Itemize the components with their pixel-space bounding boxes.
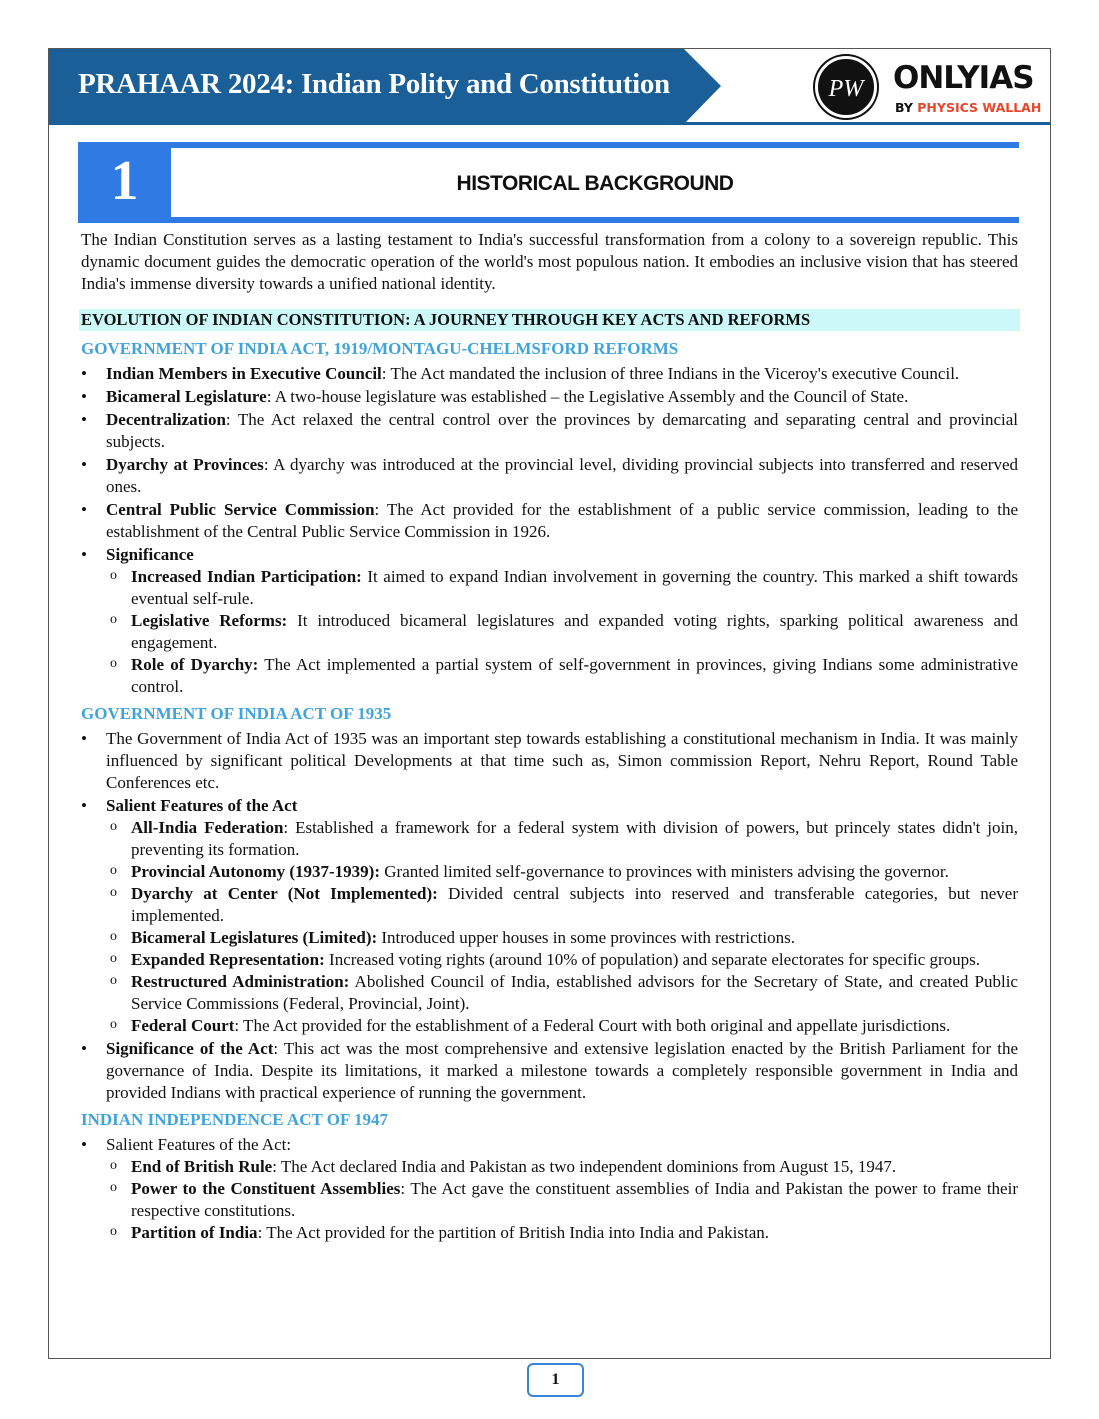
- item-text: : The Act gave the constituent assemblies of India and Pakistan the power to frame their respective constitutions.: [131, 1179, 1018, 1220]
- sub-list-item: [106, 949, 1018, 971]
- sub-list-item: [106, 861, 1018, 883]
- content: [81, 229, 1018, 1249]
- section: [81, 338, 1018, 698]
- logo-sub: PHYSICS WALLAH: [917, 100, 1042, 115]
- item-term: Decentralization: [106, 410, 226, 429]
- item-term: Dyarchy at Center (Not Implemented):: [131, 884, 438, 903]
- logo-subtitle: [895, 100, 1041, 115]
- item-term: Power to the Constituent Assemblies: [131, 1179, 401, 1198]
- list-item: [81, 728, 1018, 794]
- evolution-heading: EVOLUTION OF INDIAN CONSTITUTION: A JOURNEY THROUGH KEY ACTS AND REFORMS: [79, 309, 1020, 331]
- sub-list-item: [106, 927, 1018, 949]
- item-term: Indian Members in Executive Council: [106, 364, 382, 383]
- item-text: : A dyarchy was introduced at the provincial level, dividing provincial subjects into transferred and reserved ones.: [106, 455, 1018, 496]
- item-text: It introduced bicameral legislatures and expanded voting rights, sparking political awareness and engagement.: [131, 611, 1019, 652]
- item-text: : The Act declared India and Pakistan as two independent dominions from August 15, 1947.: [272, 1157, 897, 1176]
- header-divider: [49, 122, 1050, 125]
- intro-paragraph: The Indian Constitution serves as a lasting testament to India's successful transformation from a colony to a sovereign republic. This dynamic document guides the democratic operation of the world's most populous nation. It embodies an inclusive vision that has steered India's immense diversity towards a unified national identity.: [81, 230, 1018, 293]
- onlyias-logo: ONLYIAS: [893, 60, 1034, 96]
- list-item: [81, 499, 1018, 543]
- item-text: Abolished Council of India, established advisors for the Secretary of State, and created Public Service Commissions (Federal, Provincial, Joint).: [131, 972, 1018, 1013]
- item-text: It aimed to expand Indian involvement in governing the country. This marked a shift towards eventual self-rule.: [131, 567, 1018, 608]
- sub-list-item: [106, 654, 1018, 698]
- sub-list-item: [106, 610, 1018, 654]
- list-item: [81, 386, 1018, 408]
- list-item: [81, 454, 1018, 498]
- item-term: Bicameral Legislatures (Limited):: [131, 928, 378, 947]
- item-text: : The Act provided for the partition of British India into India and Pakistan.: [257, 1223, 770, 1242]
- item-text: Introduced upper houses in some provinces with restrictions.: [377, 928, 795, 947]
- sub-list-item: [106, 883, 1018, 927]
- sub-list-item: [106, 971, 1018, 1015]
- sub-list-item: [106, 817, 1018, 861]
- sections: [81, 338, 1018, 1244]
- sub-list: [106, 566, 1018, 698]
- item-text: The Act implemented a partial system of self-government in provinces, giving Indians some administrative control.: [131, 655, 1018, 696]
- section-heading: GOVERNMENT OF INDIA ACT, 1919/MONTAGU-CHELMSFORD REFORMS: [81, 339, 679, 358]
- item-term: All-India Federation: [131, 818, 284, 837]
- section: [81, 1109, 1018, 1244]
- list-item: [81, 363, 1018, 385]
- item-text: Divided central subjects into reserved and transferable categories, but never implemented.: [131, 884, 1018, 925]
- item-term: Restructured Administration:: [131, 972, 350, 991]
- item-text: : The Act provided for the establishment of a Federal Court with both original and appellate jurisdictions.: [234, 1016, 951, 1035]
- list-item: [81, 1038, 1018, 1104]
- item-text: : A two-house legislature was established – the Legislative Assembly and the Council of State.: [266, 387, 909, 406]
- item-term: Salient Features of the Act: [106, 796, 298, 815]
- item-term: Bicameral Legislature: [106, 387, 267, 406]
- bullet-list: [81, 1134, 1018, 1244]
- item-text: Increased voting rights (around 10% of population) and separate electorates for specific groups.: [324, 950, 981, 969]
- document-title: PRAHAAR 2024: Indian Polity and Constitution: [78, 68, 670, 100]
- item-text: : The Act provided for the establishment of a public service commission, leading to the establishment of the Central Public Service Commission in 1926.: [106, 500, 1018, 541]
- bullet-list: [81, 363, 1018, 698]
- chapter-banner: [78, 142, 1019, 223]
- bullet-list: [81, 728, 1018, 1104]
- sub-list-item: [106, 566, 1018, 610]
- item-term: Increased Indian Participation:: [131, 567, 362, 586]
- item-text: : Established a framework for a federal system with division of powers, but princely states didn't join, preventing its formation.: [131, 818, 1019, 859]
- list-item: [81, 544, 1018, 698]
- item-term: Significance: [106, 545, 194, 564]
- item-text: : The Act mandated the inclusion of three Indians in the Viceroy's executive Council.: [381, 364, 960, 383]
- item-term: Expanded Representation:: [131, 950, 325, 969]
- logo-by: BY: [895, 100, 913, 115]
- chapter-number: 1: [78, 142, 171, 223]
- item-text: : The Act relaxed the central control over the provinces by demarcating and separating central and provincial subjects.: [106, 410, 1018, 451]
- item-term: Partition of India: [131, 1223, 258, 1242]
- pw-logo-icon: PW: [815, 56, 877, 118]
- item-text: Salient Features of the Act:: [106, 1135, 292, 1154]
- item-term: Central Public Service Commission: [106, 500, 375, 519]
- sub-list-item: [106, 1015, 1018, 1037]
- list-item: [81, 409, 1018, 453]
- item-text: The Government of India Act of 1935 was an important step towards establishing a constitutional mechanism in India. It was mainly influenced by significant political Developments at that time such as, Simon commission Report, Nehru Report, Round Table Conferences etc.: [106, 729, 1018, 792]
- sub-list-item: [106, 1178, 1018, 1222]
- sub-list-item: [106, 1156, 1018, 1178]
- page-number: 1: [527, 1363, 584, 1397]
- item-term: Dyarchy at Provinces: [106, 455, 264, 474]
- item-term: Significance of the Act: [106, 1039, 274, 1058]
- item-term: Federal Court: [131, 1016, 235, 1035]
- sub-list-item: [106, 1222, 1018, 1244]
- section: [81, 703, 1018, 1104]
- item-term: Role of Dyarchy:: [131, 655, 259, 674]
- section-heading: GOVERNMENT OF INDIA ACT OF 1935: [81, 704, 392, 723]
- item-term: End of British Rule: [131, 1157, 273, 1176]
- section-heading: INDIAN INDEPENDENCE ACT OF 1947: [81, 1110, 388, 1129]
- item-text: : This act was the most comprehensive and extensive legislation enacted by the British Parliament for the governance of India. Despite its limitations, it marked a milestone towards a completely responsible government in India and provided Indians with practical experience of running the government.: [106, 1039, 1018, 1102]
- item-text: Granted limited self-governance to provinces with ministers advising the governor.: [380, 862, 949, 881]
- chapter-title: HISTORICAL BACKGROUND: [456, 172, 734, 195]
- list-item: [81, 1134, 1018, 1244]
- item-term: Provincial Autonomy (1937-1939):: [131, 862, 381, 881]
- sub-list: [106, 1156, 1018, 1244]
- item-term: Legislative Reforms:: [131, 611, 288, 630]
- sub-list: [106, 817, 1018, 1037]
- list-item: [81, 795, 1018, 1037]
